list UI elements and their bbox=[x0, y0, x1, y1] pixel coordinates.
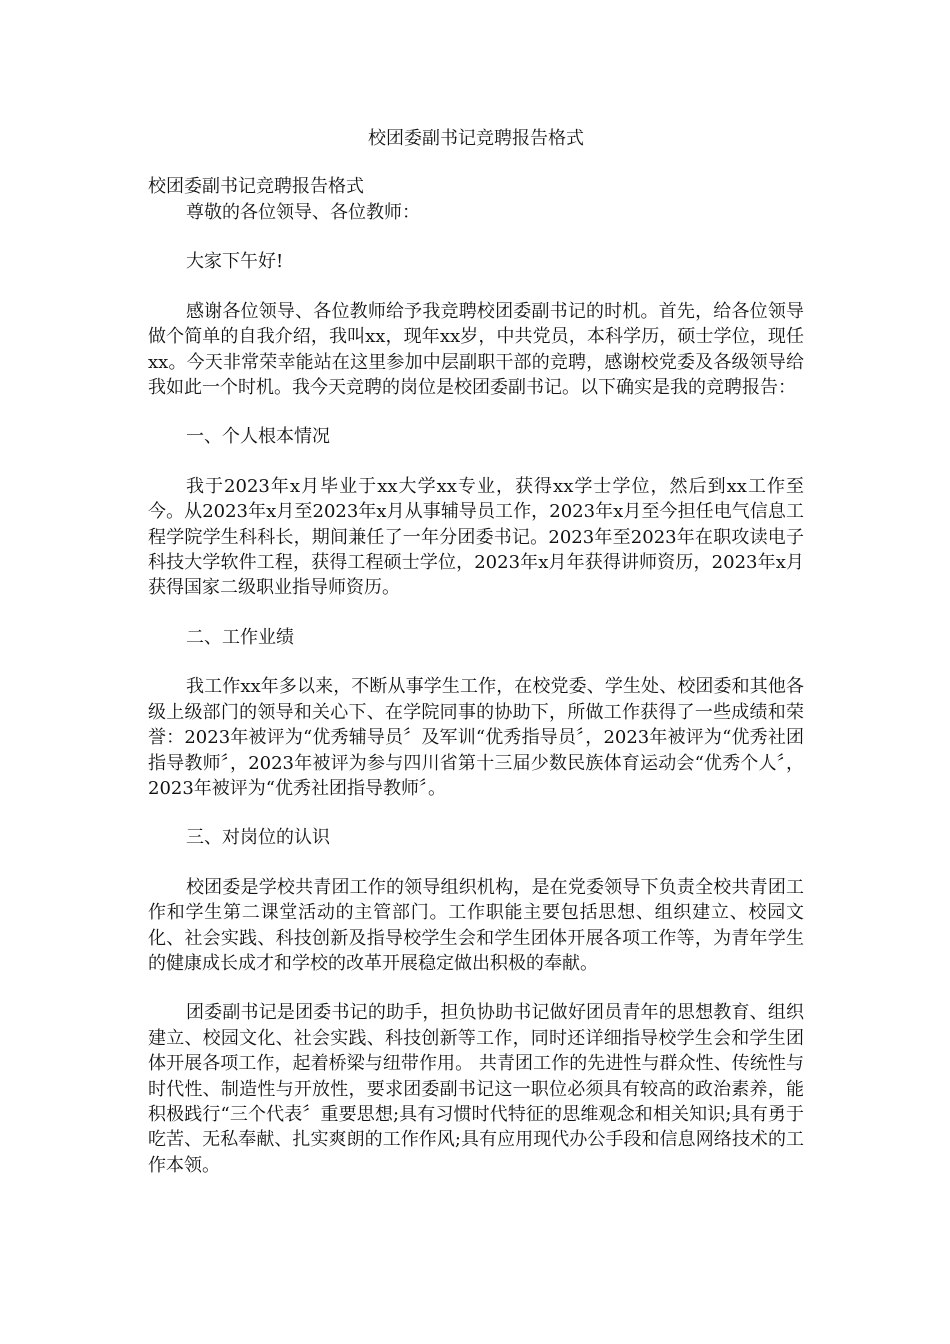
role-paragraph-2: 团委副书记是团委书记的助手，担负协助书记做好团员青年的思想教育、组织建立、校园文化、社会实践、科技创新等工作，同时还详细指导校学生会和学生团体开展各项工作，起着桥梁与纽带作用。 共青团工作的先进性与群众性、传统性与时代性、制造性与开放性，要求团委副书记这一职位必须具有较高的政治素养，能积极践行“三个代表〞重要思想;具有习惯时代特征的思维观念和相关知识;具有勇于吃苦、无私奉献、扎实爽朗的工作作风;具有应用现代办公手段和信息网络技术的工作本领。 bbox=[148, 1002, 804, 1176]
document-heading: 校团委副书记竞聘报告格式 bbox=[148, 176, 364, 197]
section-heading-2: 二、工作业绩 bbox=[186, 626, 294, 648]
intro-paragraph: 感谢各位领导、各位教师给予我竞聘校团委副书记的时机。首先，给各位领导做个简单的自我介绍，我叫xx，现年xx岁，中共党员，本科学历，硕士学位，现任xx。今天非常荣幸能站在这里参加中层副职干部的竞聘，感谢校党委及各级领导给我如此一个时机。我今天竞聘的岗位是校团委副书记。以下确实是我的竞聘报告： bbox=[148, 300, 804, 399]
personal-paragraph: 我于2023年x月毕业于xx大学xx专业，获得xx学士学位，然后到xx工作至今。从2023年x月至2023年x月从事辅导员工作，2023年x月至今担任电气信息工程学院学生科科长，期间兼任了一年分团委书记。2023年至2023年在职攻读电子科技大学软件工程，获得工程硕士学位，2023年x月年获得讲师资历，2023年x月获得国家二级职业指导师资历。 bbox=[148, 475, 804, 599]
section-heading-1: 一、个人根本情况 bbox=[186, 426, 330, 448]
section-heading-3: 三、对岗位的认识 bbox=[186, 827, 330, 849]
document-body bbox=[148, 200, 804, 1202]
greeting: 大家下午好! bbox=[186, 251, 284, 273]
document-title: 校团委副书记竞聘报告格式 bbox=[368, 128, 584, 149]
salutation: 尊敬的各位领导、各位教师： bbox=[186, 202, 420, 223]
role-paragraph-1: 校团委是学校共青团工作的领导组织机构，是在党委领导下负责全校共青团工作和学生第二课堂活动的主管部门。工作职能主要包括思想、组织建立、校园文化、社会实践、科技创新及指导校学生会和学生团体开展各项工作等，为青年学生的健康成长成才和学校的改革开展稳定做出积极的奉献。 bbox=[148, 876, 804, 974]
achievement-paragraph: 我工作xx年多以来，不断从事学生工作，在校党委、学生处、校团委和其他各级上级部门的领导和关心下、在学院同事的协助下，所做工作获得了一些成绩和荣誉：2023年被评为“优秀辅导员〞及军训“优秀指导员〞，2023年被评为“优秀社团指导教师〞，2023年被评为参与四川省第十三届少数民族体育运动会“优秀个人〞，2023年被评为“优秀社团指导教师〞。 bbox=[148, 676, 804, 799]
